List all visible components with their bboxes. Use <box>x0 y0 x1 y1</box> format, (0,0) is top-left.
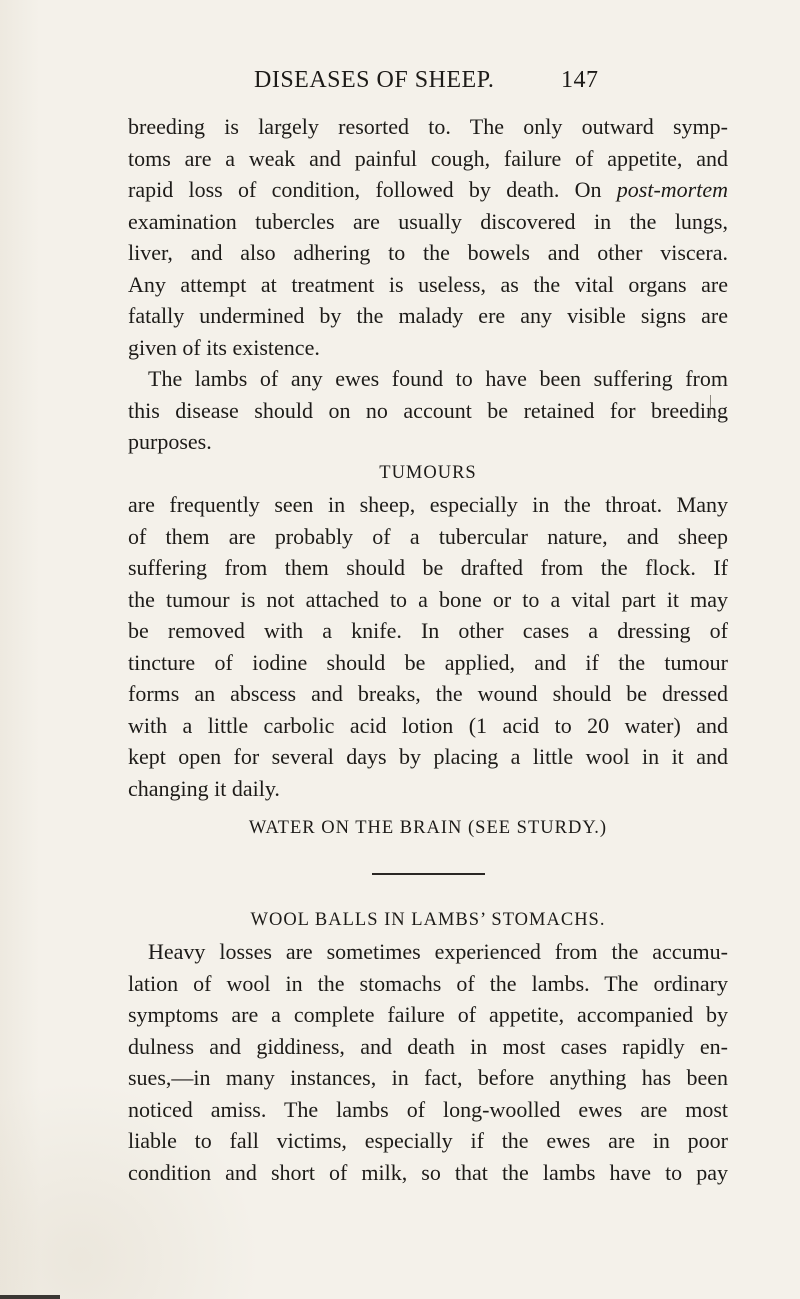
text-line: liable to fall victims, especially if the ewes are in poor <box>128 1128 728 1153</box>
text-line: of them are probably of a tubercular nature, and sheep <box>128 523 728 549</box>
text-line: are frequently seen in sheep, especially in the throat. Many <box>128 492 728 517</box>
text-line <box>128 174 728 206</box>
italic-term: post-mortem <box>616 177 728 202</box>
text-line: be removed with a knife. In other cases a dressing of <box>128 618 728 643</box>
text-line-part: rapid loss of condition, followed by death. On <box>128 177 617 202</box>
text-line: suffering from them should be drafted from the flock. If <box>128 555 728 580</box>
text-line: dulness and giddiness, and death in most cases rapidly en- <box>128 1033 728 1059</box>
text-line: purposes. <box>128 429 212 454</box>
text-line: The lambs of any ewes found to have been suffering from <box>148 366 728 391</box>
page-number: 147 <box>561 67 599 93</box>
text-line: Any attempt at treatment is useless, as the vital organs are <box>128 271 728 297</box>
text-line: examination tubercles are usually discovered in the lungs, <box>128 208 728 234</box>
text-line: with a little carbolic acid lotion (1 acid to 20 water) and <box>128 712 728 738</box>
text-line: breeding is largely resorted to. The only outward symp- <box>128 114 728 139</box>
text-line: this disease should on no account be retained for breeding <box>128 397 728 423</box>
section-heading-water-on-brain: WATER ON THE BRAIN (SEE STURDY.) <box>248 818 608 838</box>
text-line: Heavy losses are sometimes experienced from the accumu- <box>148 939 728 964</box>
text-line: sues,—in many instances, in fact, before anything has been <box>128 1065 728 1090</box>
running-title: DISEASES OF SHEEP. <box>254 67 495 93</box>
text-line: the tumour is not attached to a bone or to a vital part it may <box>128 586 728 612</box>
page-edge-mark <box>0 1295 60 1299</box>
text-line: given of its existence. <box>128 334 320 360</box>
text-line: condition and short of milk, so that the lambs have to pay <box>128 1159 728 1185</box>
text-line: liver, and also adhering to the bowels and other viscera. <box>128 240 728 265</box>
text-line: fatally undermined by the malady ere any visible signs are <box>128 303 728 328</box>
section-heading-tumours: TUMOURS <box>379 462 477 483</box>
text-line: symptoms are a complete failure of appetite, accompanied by <box>128 1002 728 1027</box>
text-line: lation of wool in the stomachs of the lambs. The ordinary <box>128 970 728 996</box>
body-text <box>128 111 728 1188</box>
text-line: kept open for several days by placing a little wool in it and <box>128 744 728 769</box>
section-heading-wool-balls: WOOL BALLS IN LAMBS’ STOMACHS. <box>250 909 606 930</box>
section-divider <box>372 873 485 875</box>
text-line: forms an abscess and breaks, the wound should be dressed <box>128 681 728 706</box>
text-line: toms are a weak and painful cough, failure of appetite, and <box>128 145 728 171</box>
text-line: noticed amiss. The lambs of long-woolled ewes are most <box>128 1096 728 1122</box>
running-header <box>254 62 674 98</box>
text-line: tincture of iodine should be applied, and if the tumour <box>128 649 728 675</box>
text-line: changing it daily. <box>128 775 280 801</box>
